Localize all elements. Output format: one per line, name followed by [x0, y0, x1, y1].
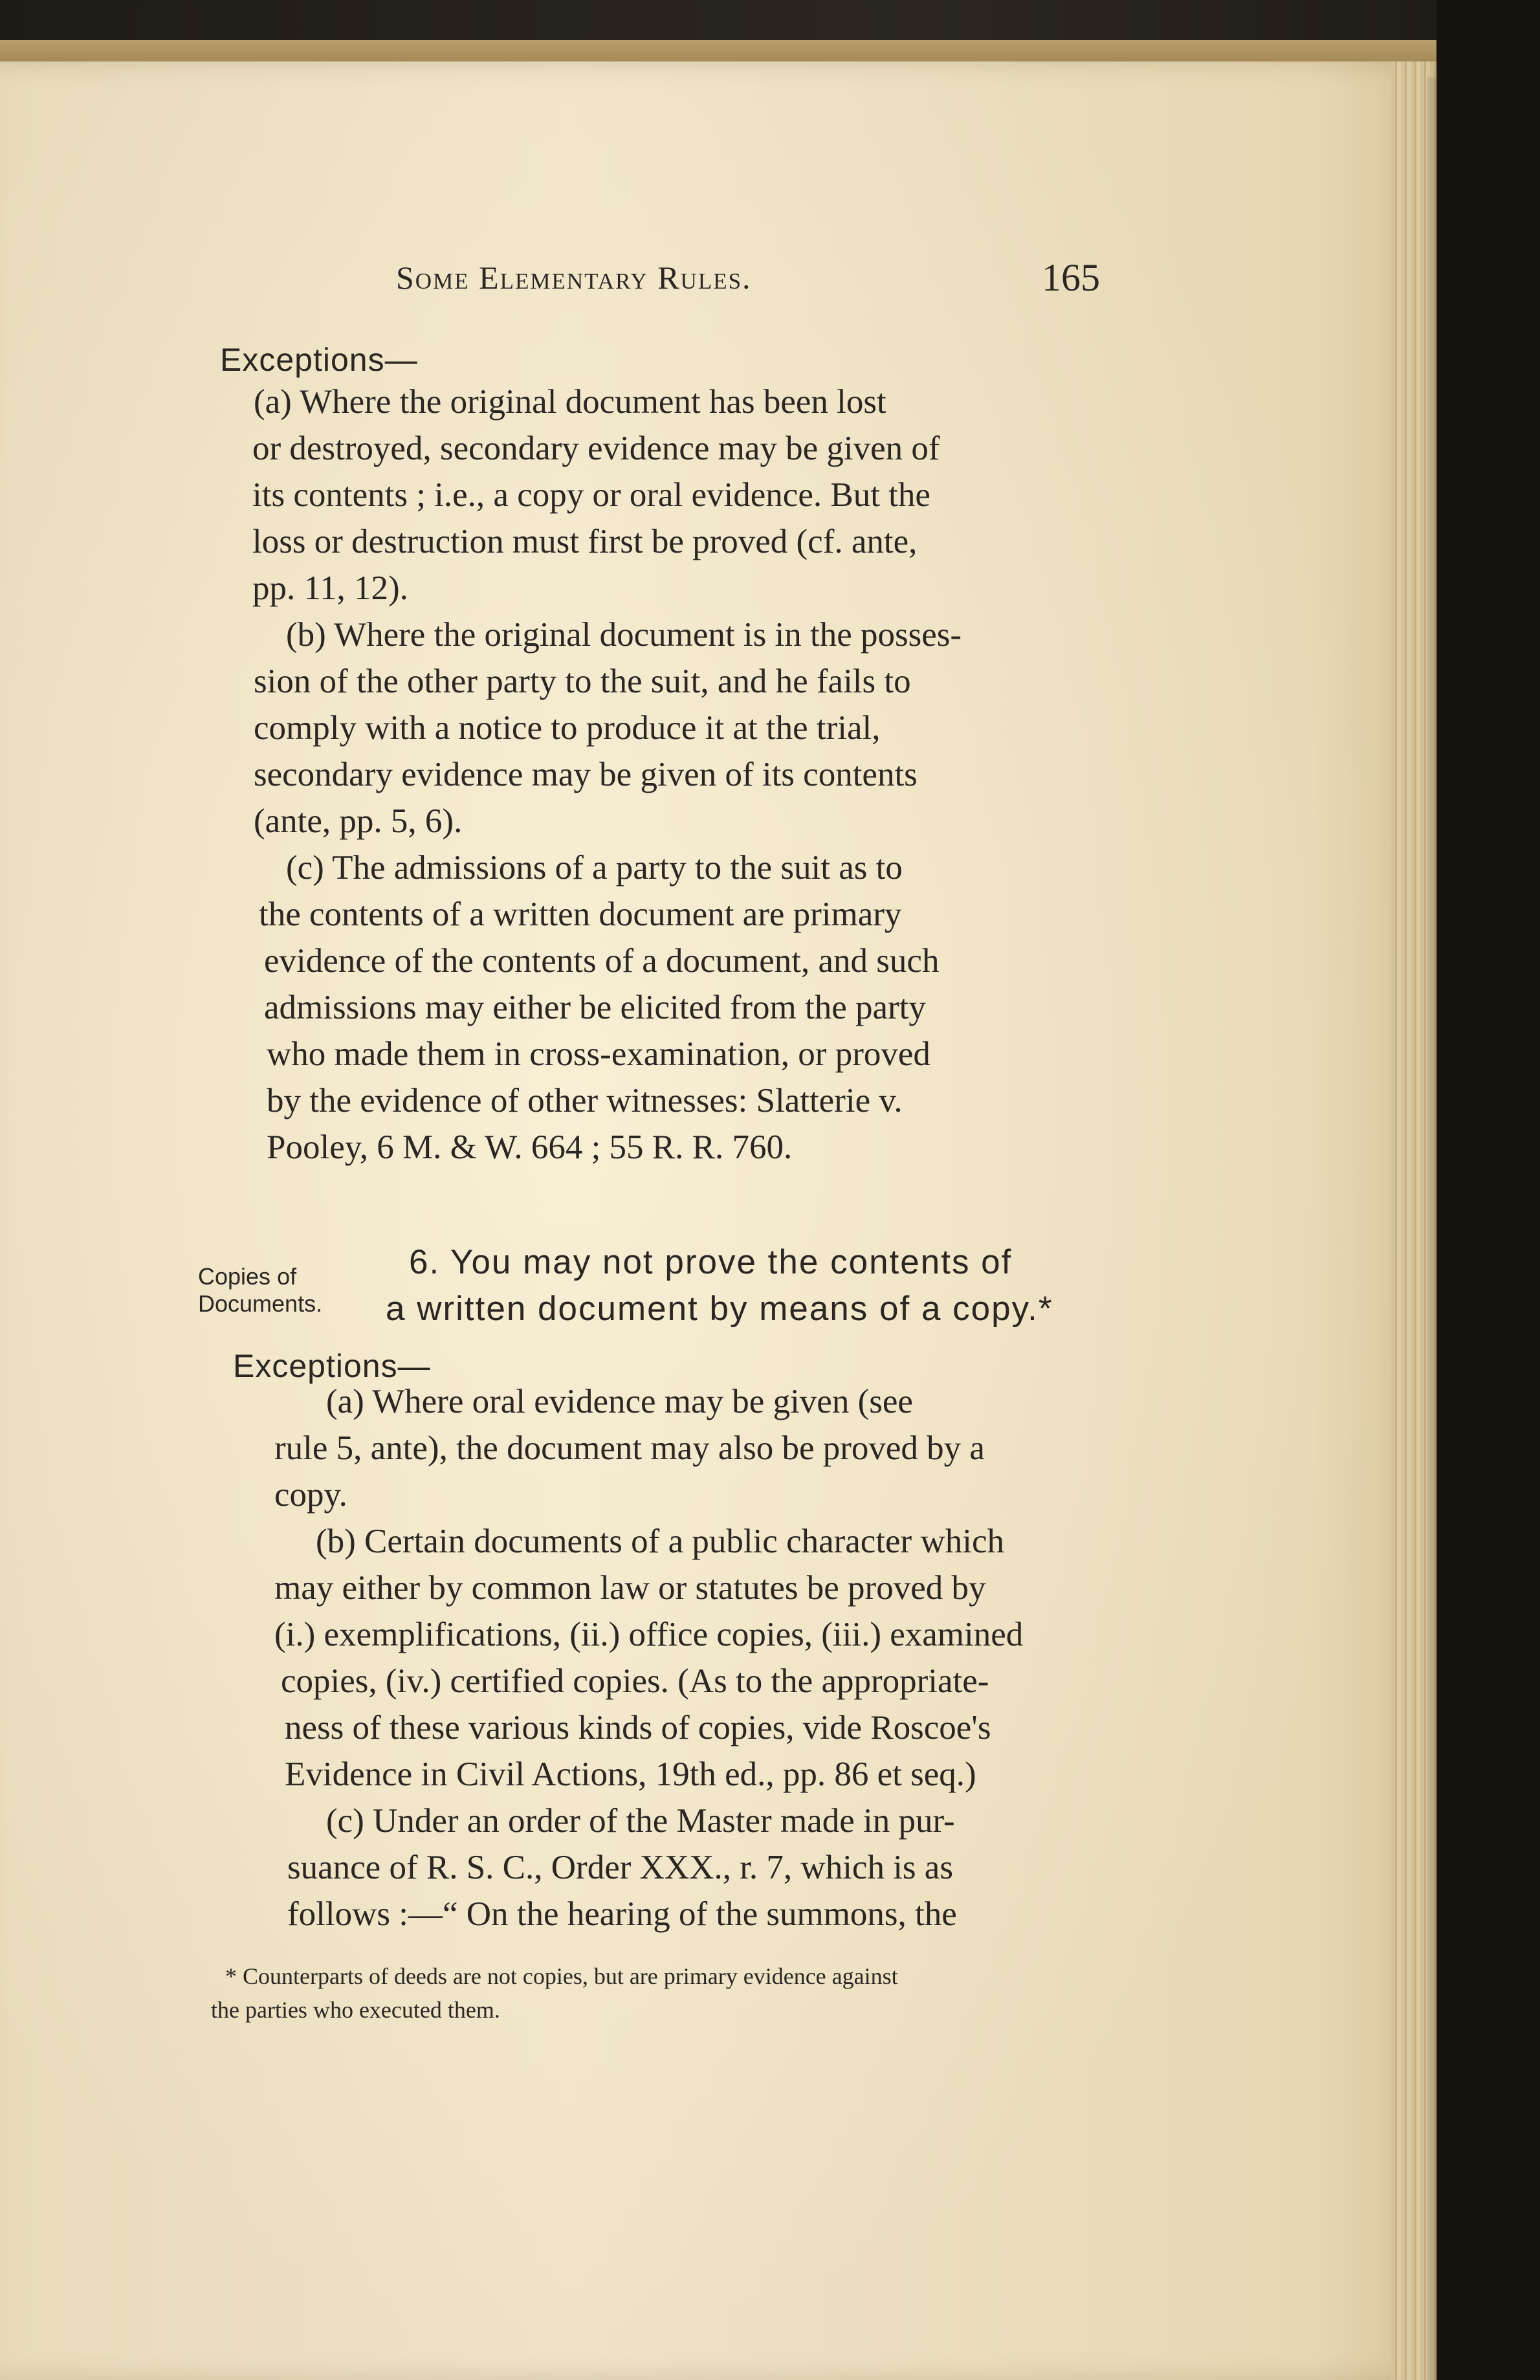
text-line: its contents ; i.e., a copy or oral evidence. But the [252, 476, 930, 514]
section-heading: Exceptions— [220, 342, 418, 378]
section-heading: Exceptions— [233, 1348, 431, 1384]
footnote-line: the parties who executed them. [211, 1997, 500, 2023]
text-line: (a) Where the original document has been lost [254, 383, 886, 421]
running-title: Some Elementary Rules. [396, 259, 752, 296]
margin-note-line: Documents. [198, 1290, 323, 1317]
text-line: comply with a notice to produce it at the trial, [254, 709, 881, 747]
footnote-line: * Counterparts of deeds are not copies, but are primary evidence against [225, 1963, 898, 1989]
text-line: follows :—“ On the hearing of the summons, the [287, 1895, 957, 1933]
text-line: suance of R. S. C., Order XXX., r. 7, which is as [287, 1849, 953, 1886]
text-line: (c) Under an order of the Master made in pur- [326, 1802, 955, 1840]
text-line: rule 5, ante), the document may also be proved by a [274, 1429, 985, 1467]
page-edges [1391, 61, 1436, 2380]
text-line: ness of these various kinds of copies, vide Roscoe's [285, 1709, 991, 1746]
text-line: the contents of a written document are primary [259, 896, 902, 933]
exceptions-list-1-body [254, 425, 962, 1171]
text-line: pp. 11, 12). [252, 569, 408, 607]
exceptions-list-2 [274, 1378, 1023, 1937]
margin-note [198, 1263, 322, 1317]
text-line: evidence of the contents of a document, and such [264, 942, 940, 980]
text-line: (i.) exemplifications, (ii.) office copies, (iii.) examined [274, 1616, 1024, 1653]
footnote [211, 1959, 898, 2027]
text-line: copy. [274, 1476, 347, 1514]
rule-line: a written document by means of a copy.* [386, 1290, 1053, 1328]
text-line: copies, (iv.) certified copies. (As to the appropriate- [281, 1662, 989, 1700]
text-line: Pooley, 6 M. & W. 664 ; 55 R. R. 760. [267, 1129, 793, 1166]
text-line: who made them in cross-examination, or proved [267, 1035, 930, 1073]
text-line: secondary evidence may be given of its contents [254, 756, 918, 793]
text-line: or destroyed, secondary evidence may be given of [252, 430, 940, 467]
text-line: sion of the other party to the suit, and he fails to [254, 663, 911, 700]
dark-background-right [1436, 0, 1540, 2380]
text-line: admissions may either be elicited from the party [264, 989, 926, 1026]
text-line: by the evidence of other witnesses: Slatterie v. [267, 1082, 903, 1119]
exceptions-list-1 [254, 379, 886, 425]
rule-line: 6. You may not prove the contents of [409, 1243, 1013, 1281]
text-line: (b) Certain documents of a public character which [316, 1523, 1004, 1560]
text-line: Evidence in Civil Actions, 19th ed., pp. 86 et seq.) [285, 1756, 976, 1793]
text-line: (ante, pp. 5, 6). [254, 802, 463, 840]
margin-note-line: Copies of [198, 1263, 297, 1290]
text-line: (a) Where oral evidence may be given (see [326, 1383, 913, 1420]
text-line: may either by common law or statutes be proved by [274, 1569, 986, 1607]
text-line: loss or destruction must first be proved (cf. ante, [252, 523, 918, 560]
exceptions-section-1 [220, 336, 418, 383]
text-line: (c) The admissions of a party to the suit as to [286, 849, 903, 887]
rule-6 [386, 1239, 1053, 1332]
page-number: 165 [1042, 256, 1100, 299]
text-line: (b) Where the original document is in the posses- [286, 616, 962, 654]
